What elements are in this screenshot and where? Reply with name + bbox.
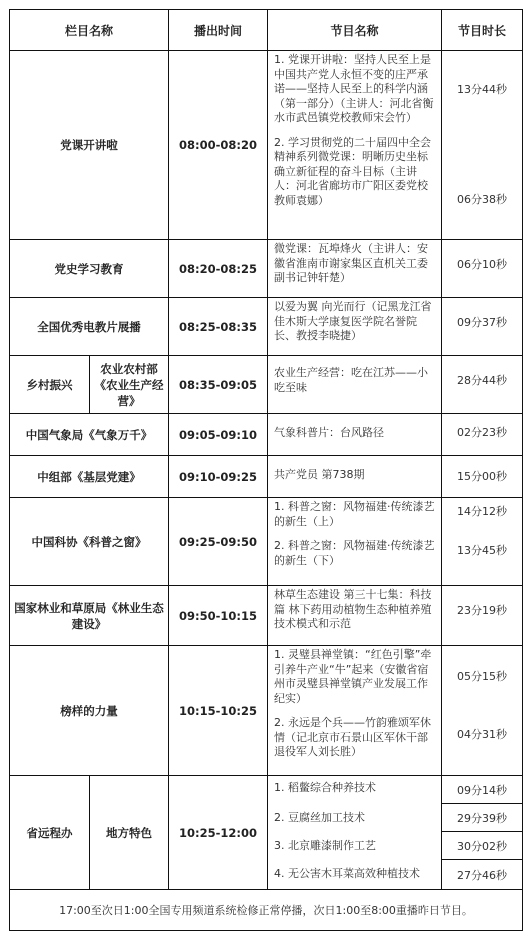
- table-row: [10, 298, 523, 356]
- footer-row: [10, 890, 523, 931]
- program-duration-cell: [442, 646, 523, 776]
- duration-value: 13分44秒: [457, 83, 508, 96]
- column-name-cell: 榜样的力量: [10, 646, 169, 776]
- broadcast-time-cell: 08:00-08:20: [169, 51, 268, 240]
- duration-value: 15分00秒: [457, 470, 508, 483]
- column-name-cell: 中国气象局《气象万千》: [10, 414, 169, 456]
- program-duration-cell: [442, 456, 523, 498]
- table-row: [10, 776, 523, 804]
- program-name-cell: [268, 498, 442, 586]
- duration-value: 14分12秒: [457, 505, 508, 518]
- broadcast-time-cell: 09:50-10:15: [169, 586, 268, 646]
- duration-value: 09分37秒: [457, 316, 508, 329]
- duration-value: 23分19秒: [457, 604, 508, 617]
- column-name-header: 栏目名称: [10, 10, 169, 51]
- program-name-cell: 气象科普片：台风路径: [268, 414, 442, 456]
- program-duration-cell: [442, 51, 523, 240]
- duration-value: 06分38秒: [457, 193, 508, 206]
- footer-note: 17:00至次日1:00全国专用频道系统检修正常停播，次日1:00至8:00重播昨日节目。: [10, 890, 523, 931]
- table-row: [10, 414, 523, 456]
- program-duration-cell: [442, 414, 523, 456]
- broadcast-time-cell: 08:25-08:35: [169, 298, 268, 356]
- program-duration-header: 节目时长: [442, 10, 523, 51]
- program-name-cell: 4. 无公害木耳菜高效种植技术: [268, 860, 442, 890]
- table-row: [10, 240, 523, 298]
- program-name-cell: 微党课：瓦埠烽火（主讲人：安徽省淮南市谢家集区直机关工委副书记钟轩楚）: [268, 240, 442, 298]
- duration-value: 05分15秒: [457, 670, 508, 683]
- program-name-cell: 2. 豆腐丝加工技术: [268, 804, 442, 832]
- program-item: 1. 科普之窗：风物福建·传统漆艺的新生（上）: [274, 500, 435, 528]
- column-name-cell: 党史学习教育: [10, 240, 169, 298]
- program-duration-cell: 29分39秒: [442, 804, 523, 832]
- program-duration-cell: [442, 356, 523, 414]
- column-name-cell: 中国科协《科普之窗》: [10, 498, 169, 586]
- broadcast-time-header: 播出时间: [169, 10, 268, 51]
- broadcast-time-cell: 09:10-09:25: [169, 456, 268, 498]
- table-row: [10, 498, 523, 586]
- program-name-cell: [268, 51, 442, 240]
- broadcast-time-cell: 10:15-10:25: [169, 646, 268, 776]
- column-name-cell: 乡村振兴: [10, 356, 90, 414]
- program-item: 2. 学习贯彻党的二十届四中全会精神系列微党课：明晰历史坐标 确立新征程的奋斗目标（主讲人：河北省廊坊市广阳区委党校教师袁娜）: [274, 135, 432, 207]
- duration-value: 13分45秒: [457, 544, 508, 557]
- program-duration-cell: [442, 498, 523, 586]
- table-row: [10, 586, 523, 646]
- program-duration-cell: [442, 240, 523, 298]
- column-name-cell: 全国优秀电教片展播: [10, 298, 169, 356]
- program-item: 1. 灵璧县禅堂镇：“红色引擎”牵引养牛产业“牛”起来（安徽省宿州市灵璧县禅堂镇产业发展工作纪实）: [274, 648, 432, 705]
- sub-column-name-cell: 农业农村部《农业生产经营》: [90, 356, 169, 414]
- program-name-cell: 农业生产经营：吃在江苏——小吃至味: [268, 356, 442, 414]
- broadcast-time-cell: 09:05-09:10: [169, 414, 268, 456]
- column-name-cell: 党课开讲啦: [10, 51, 169, 240]
- column-name-cell: 省远程办: [10, 776, 90, 890]
- program-item: 2. 科普之窗：风物福建·传统漆艺的新生（下）: [274, 539, 435, 567]
- program-name-cell: 1. 稻鳖综合种养技术: [268, 776, 442, 804]
- schedule-table: [9, 9, 523, 931]
- column-name-cell: 中组部《基层党建》: [10, 456, 169, 498]
- sub-column-name-cell: 地方特色: [90, 776, 169, 890]
- program-name-cell: [268, 646, 442, 776]
- program-name-header: 节目名称: [268, 10, 442, 51]
- program-name-cell: 以爱为翼 向光而行（记黑龙江省佳木斯大学康复医学院名誉院长、教授李晓捷）: [268, 298, 442, 356]
- program-name-cell: 3. 北京雕漆制作工艺: [268, 832, 442, 860]
- table-row: [10, 51, 523, 240]
- program-duration-cell: 30分02秒: [442, 832, 523, 860]
- program-duration-cell: [442, 586, 523, 646]
- program-name-cell: 林草生态建设 第三十七集：科技篇 林下药用动植物生态种植养殖技术模式和示范: [268, 586, 442, 646]
- duration-value: 02分23秒: [457, 426, 508, 439]
- header-row: [10, 10, 523, 51]
- duration-value: 06分10秒: [457, 258, 508, 271]
- table-row: [10, 456, 523, 498]
- broadcast-time-cell: 09:25-09:50: [169, 498, 268, 586]
- program-item: 2. 永远是个兵——竹韵雅颂军休情（记北京市石景山区军休干部退役军人刘长胜）: [274, 716, 432, 758]
- program-duration-cell: 09分14秒: [442, 776, 523, 804]
- program-duration-cell: [442, 298, 523, 356]
- duration-value: 04分31秒: [457, 728, 508, 741]
- table-row: [10, 356, 523, 414]
- broadcast-time-cell: 10:25-12:00: [169, 776, 268, 890]
- program-duration-cell: 27分46秒: [442, 860, 523, 890]
- table-row: [10, 646, 523, 776]
- duration-value: 28分44秒: [457, 374, 508, 387]
- program-name-cell: 共产党员 第738期: [268, 456, 442, 498]
- column-name-cell: 国家林业和草原局《林业生态建设》: [10, 586, 169, 646]
- program-item: 1. 党课开讲啦：坚持人民至上是中国共产党人永恒不变的庄严承诺——坚持人民至上的科学内涵（第一部分）（主讲人：河北省衡水市武邑镇党校教师宋会竹）: [274, 53, 434, 124]
- broadcast-time-cell: 08:35-09:05: [169, 356, 268, 414]
- broadcast-time-cell: 08:20-08:25: [169, 240, 268, 298]
